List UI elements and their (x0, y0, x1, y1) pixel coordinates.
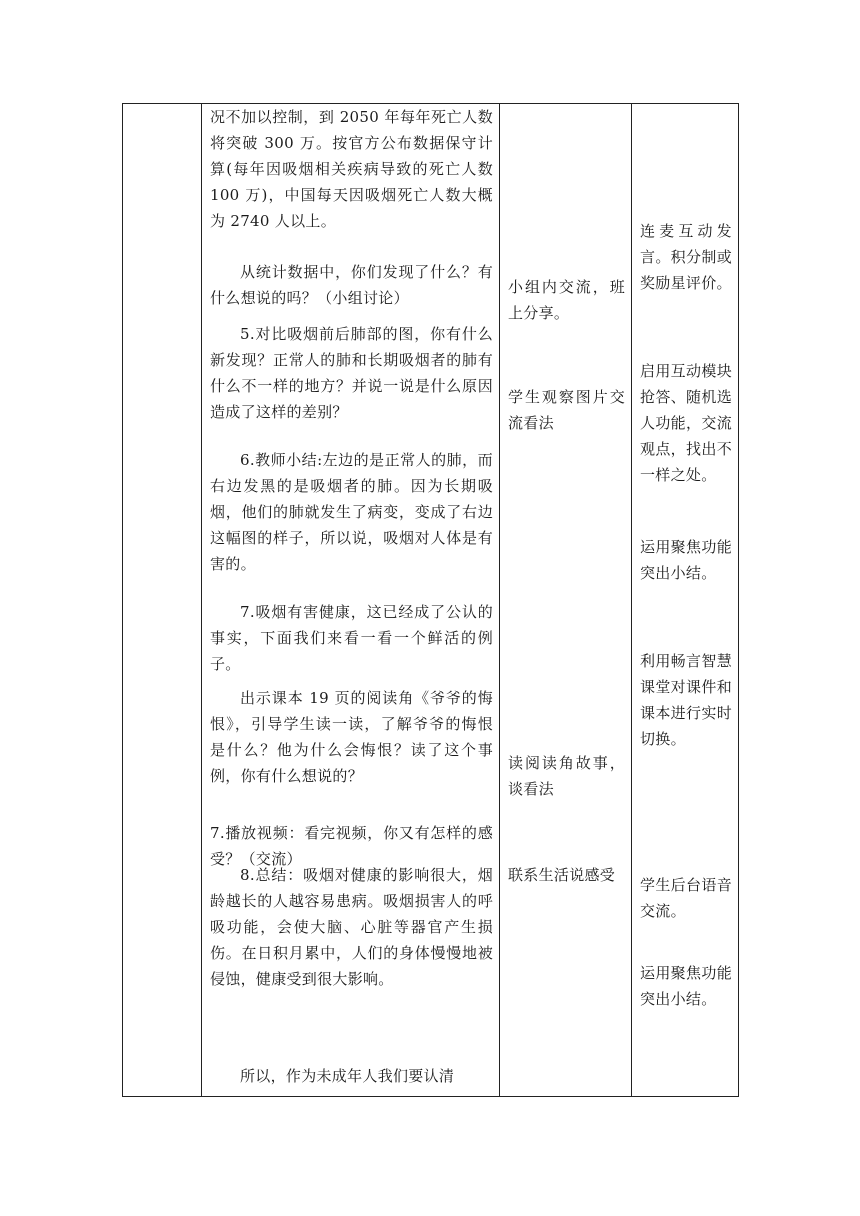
teacher-paragraph: 7.吸烟有害健康，这已经成了公认的事实，下面我们来看一看一个鲜活的例子。 (210, 603, 493, 673)
student-paragraph: 读阅读角故事，谈看法 (508, 754, 625, 798)
tech-notes-cell (632, 104, 739, 1097)
teacher-paragraph: 所以，作为未成年人我们要认清 (240, 1067, 455, 1085)
teacher-paragraph: 8.总结：吸烟对健康的影响很大，烟龄越长的人越容易患病。吸烟损害人的呼吸功能，会使大脑、心脏等器官产生损伤。在日积月累中，人们的身体慢慢地被侵蚀，健康受到很大影响。 (210, 866, 493, 988)
teacher-paragraph: 出示课本 19 页的阅读角《爷爷的悔恨》，引导学生读一读，了解爷爷的悔恨是什么？他为什么会悔恨？读了这个事例，你有什么想说的？ (210, 689, 493, 785)
student-paragraph: 学生观察图片交流看法 (508, 388, 625, 432)
tech-note: 运用聚焦功能突出小结。 (640, 964, 732, 1008)
tech-note: 启用互动模块抢答、随机选人功能，交流观点，找出不一样之处。 (640, 362, 732, 484)
table-row (123, 104, 739, 1097)
student-activity-cell (500, 104, 632, 1097)
teacher-paragraph: 况不加以控制，到 2050 年每年死亡人数将突破 300 万。按官方公布数据保守计算(每年因吸烟相关疾病导致的死亡人数 100 万)，中国每天因吸烟死亡人数大概为 2740 人以上。 (210, 108, 493, 230)
tech-note: 利用畅言智慧课堂对课件和课本进行实时切换。 (640, 652, 732, 748)
tech-note: 运用聚焦功能突出小结。 (640, 538, 732, 582)
student-paragraph: 小组内交流，班上分享。 (508, 278, 625, 322)
teacher-paragraph: 5.对比吸烟前后肺部的图，你有什么新发现？正常人的肺和长期吸烟者的肺有什么不一样的地方？并说一说是什么原因造成了这样的差别？ (210, 325, 493, 421)
lesson-plan-table (122, 103, 739, 1097)
student-paragraph: 联系生活说感受 (508, 866, 616, 884)
tech-note: 学生后台语音交流。 (640, 876, 732, 920)
stage-cell (123, 104, 202, 1097)
tech-note: 连麦互动发言。积分制或奖励星评价。 (640, 222, 732, 292)
teacher-paragraph: 7.播放视频：看完视频，你又有怎样的感受？（交流） (210, 824, 493, 868)
teacher-paragraph: 从统计数据中，你们发现了什么？有什么想说的吗？（小组讨论） (210, 263, 493, 307)
teacher-paragraph: 6.教师小结:左边的是正常人的肺，而右边发黑的是吸烟者的肺。因为长期吸烟，他们的肺就发生了病变，变成了右边这幅图的样子，所以说，吸烟对人体是有害的。 (210, 451, 493, 573)
teacher-activity-cell (202, 104, 500, 1097)
